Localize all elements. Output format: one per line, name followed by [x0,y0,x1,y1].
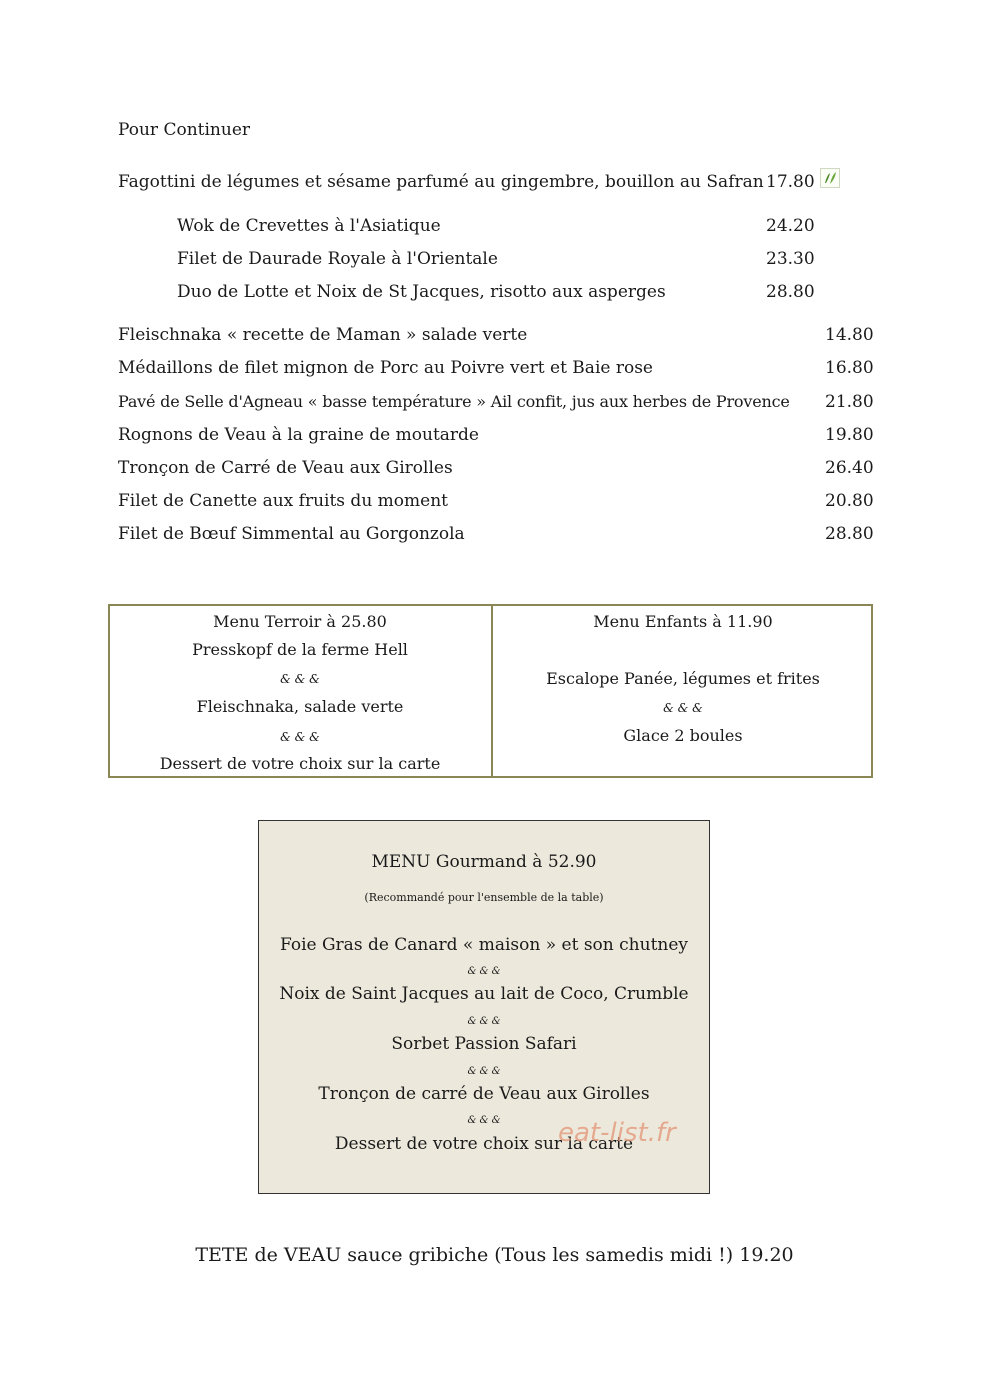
course-separator: & & & [280,672,320,686]
menu-item-price: 28.80 [766,282,815,302]
menu-item-name: Duo de Lotte et Noix de St Jacques, risotto aux asperges [177,282,666,302]
menu-enfants-course: Escalope Panée, légumes et frites [546,669,820,688]
menu-terroir-course: Presskopf de la ferme Hell [192,640,408,659]
menu-item-name: Médaillons de filet mignon de Porc au Poivre vert et Baie rose [118,358,653,378]
course-separator: & & & [663,701,703,715]
menu-item-price: 19.80 [825,425,874,445]
menu-item-name: Fagottini de légumes et sésame parfumé au gingembre, bouillon au Safran [118,172,764,192]
menu-gourmand-course: Noix de Saint Jacques au lait de Coco, Crumble [279,984,689,1004]
menu-gourmand-title: MENU Gourmand à 52.90 [371,852,597,872]
menu-item-name: Filet de Bœuf Simmental au Gorgonzola [118,524,465,544]
course-separator: & & & [280,730,320,744]
menu-gourmand-subtitle: (Recommandé pour l'ensemble de la table) [364,891,604,904]
menu-enfants-course: Glace 2 boules [623,726,743,745]
section-title: Pour Continuer [118,120,251,140]
menu-gourmand-course: Foie Gras de Canard « maison » et son chutney [279,935,689,955]
menu-item-price: 28.80 [825,524,874,544]
menu-item-price: 14.80 [825,325,874,345]
menu-item-price: 17.80 [766,172,815,192]
menu-item-name: Fleischnaka « recette de Maman » salade verte [118,325,528,345]
menu-terroir-title: Menu Terroir à 25.80 [213,612,387,631]
menu-item-name: Wok de Crevettes à l'Asiatique [177,216,441,236]
menu-item-price: 26.40 [825,458,874,478]
menu-item-name: Filet de Daurade Royale à l'Orientale [177,249,498,269]
set-menus-divider [491,606,493,776]
course-separator: & & & [467,1115,501,1126]
course-separator: & & & [467,966,501,977]
menu-item-name: Tronçon de Carré de Veau aux Girolles [118,458,453,478]
menu-gourmand-course: Tronçon de carré de Veau aux Girolles [318,1084,650,1104]
menu-item-price: 20.80 [825,491,874,511]
menu-enfants-title: Menu Enfants à 11.90 [593,612,773,631]
watermark: eat-list.fr [558,1118,676,1148]
course-separator: & & & [467,1016,501,1027]
menu-gourmand-course: Sorbet Passion Safari [391,1034,577,1054]
footer-special: TETE de VEAU sauce gribiche (Tous les samedis midi !) 19.20 [195,1244,794,1266]
set-menus-box [108,604,873,778]
menu-gourmand-course: Dessert de votre choix sur la carte [334,1134,634,1154]
menu-item-name: Rognons de Veau à la graine de moutarde [118,425,479,445]
menu-item-name: Pavé de Selle d'Agneau « basse température » Ail confit, jus aux herbes de Provence [118,392,790,411]
menu-terroir-course: Dessert de votre choix sur la carte [159,754,441,773]
menu-item-price: 16.80 [825,358,874,378]
menu-item-price: 21.80 [825,392,874,412]
leaf-icon [820,168,840,188]
menu-item-name: Filet de Canette aux fruits du moment [118,491,448,511]
menu-item-price: 23.30 [766,249,815,269]
menu-terroir-course: Fleischnaka, salade verte [196,697,404,716]
course-separator: & & & [467,1066,501,1077]
menu-item-price: 24.20 [766,216,815,236]
